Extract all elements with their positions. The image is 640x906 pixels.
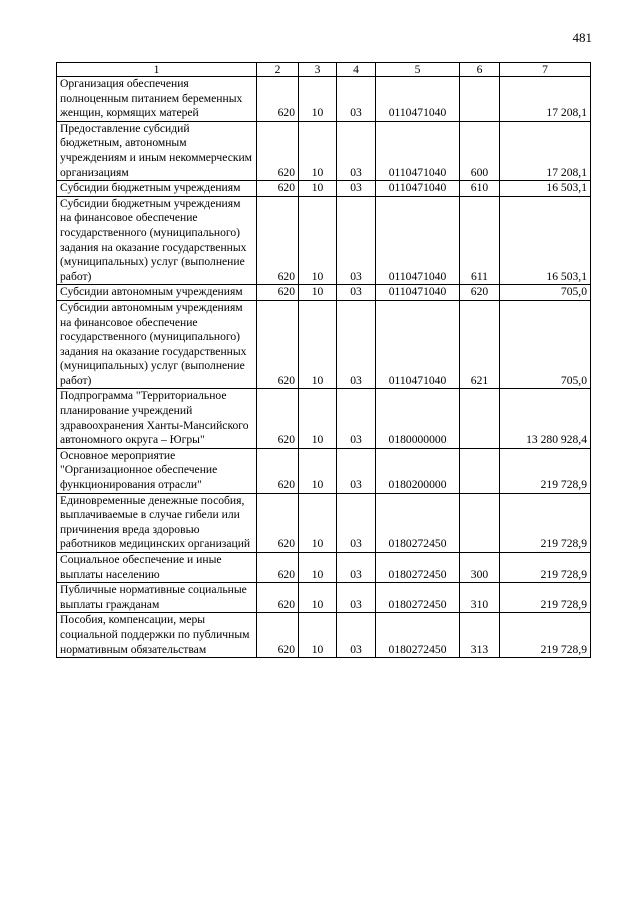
amount-cell: 17 208,1 xyxy=(500,121,591,180)
expense-type-cell: 620 xyxy=(460,285,500,301)
column-header: 6 xyxy=(460,63,500,77)
page-number: 481 xyxy=(572,30,592,45)
target-article-cell: 0110471040 xyxy=(376,285,460,301)
column-number-row xyxy=(57,63,591,77)
column-header: 7 xyxy=(500,63,591,77)
section-code-cell: 10 xyxy=(299,448,337,493)
table-row xyxy=(57,181,591,197)
amount-cell: 219 728,9 xyxy=(500,553,591,583)
section-code-cell: 10 xyxy=(299,77,337,122)
ministry-code-cell: 620 xyxy=(257,553,299,583)
row-name-cell: Субсидии бюджетным учреждениям xyxy=(57,181,257,197)
target-article-cell: 0180272450 xyxy=(376,613,460,658)
subsection-code-cell: 03 xyxy=(337,583,376,613)
amount-cell: 219 728,9 xyxy=(500,583,591,613)
target-article-cell: 0110471040 xyxy=(376,77,460,122)
ministry-code-cell: 620 xyxy=(257,196,299,285)
section-code-cell: 10 xyxy=(299,613,337,658)
amount-cell: 219 728,9 xyxy=(500,448,591,493)
amount-cell: 705,0 xyxy=(500,285,591,301)
amount-cell: 219 728,9 xyxy=(500,613,591,658)
target-article-cell: 0110471040 xyxy=(376,121,460,180)
table-row xyxy=(57,493,591,552)
target-article-cell: 0180272450 xyxy=(376,493,460,552)
expense-type-cell: 611 xyxy=(460,196,500,285)
column-header: 1 xyxy=(57,63,257,77)
target-article-cell: 0110471040 xyxy=(376,300,460,389)
target-article-cell: 0110471040 xyxy=(376,181,460,197)
row-name-cell: Субсидии бюджетным учреждениям на финансовое обеспечение государственного (муниципального) задания на оказание государственных (муниципальных) услуг (выполнение работ) xyxy=(57,196,257,285)
expense-type-cell xyxy=(460,77,500,122)
column-header: 2 xyxy=(257,63,299,77)
target-article-cell: 0180000000 xyxy=(376,389,460,448)
subsection-code-cell: 03 xyxy=(337,121,376,180)
table-row xyxy=(57,285,591,301)
row-name-cell: Субсидии автономным учреждениям xyxy=(57,285,257,301)
target-article-cell: 0110471040 xyxy=(376,196,460,285)
section-code-cell: 10 xyxy=(299,121,337,180)
row-name-cell: Основное мероприятие "Организационное обеспечение функционирования отрасли" xyxy=(57,448,257,493)
ministry-code-cell: 620 xyxy=(257,181,299,197)
subsection-code-cell: 03 xyxy=(337,181,376,197)
table-row xyxy=(57,121,591,180)
table-row xyxy=(57,613,591,658)
row-name-cell: Предоставление субсидий бюджетным, автономным учреждениям и иным некоммерческим организациям xyxy=(57,121,257,180)
section-code-cell: 10 xyxy=(299,300,337,389)
row-name-cell: Пособия, компенсации, меры социальной поддержки по публичным нормативным обязательствам xyxy=(57,613,257,658)
section-code-cell: 10 xyxy=(299,285,337,301)
budget-table xyxy=(56,62,591,658)
expense-type-cell: 621 xyxy=(460,300,500,389)
expense-type-cell xyxy=(460,493,500,552)
target-article-cell: 0180272450 xyxy=(376,553,460,583)
table-row xyxy=(57,196,591,285)
expense-type-cell: 313 xyxy=(460,613,500,658)
expense-type-cell xyxy=(460,448,500,493)
section-code-cell: 10 xyxy=(299,389,337,448)
row-name-cell: Субсидии автономным учреждениям на финансовое обеспечение государственного (муниципального) задания на оказание государственных (муниципальных) услуг (выполнение работ) xyxy=(57,300,257,389)
row-name-cell: Подпрограмма "Территориальное планирование учреждений здравоохранения Ханты-Мансийского автономного округа – Югры" xyxy=(57,389,257,448)
subsection-code-cell: 03 xyxy=(337,77,376,122)
row-name-cell: Публичные нормативные социальные выплаты гражданам xyxy=(57,583,257,613)
subsection-code-cell: 03 xyxy=(337,493,376,552)
ministry-code-cell: 620 xyxy=(257,121,299,180)
section-code-cell: 10 xyxy=(299,553,337,583)
ministry-code-cell: 620 xyxy=(257,448,299,493)
table-row xyxy=(57,553,591,583)
target-article-cell: 0180200000 xyxy=(376,448,460,493)
section-code-cell: 10 xyxy=(299,196,337,285)
target-article-cell: 0180272450 xyxy=(376,583,460,613)
subsection-code-cell: 03 xyxy=(337,553,376,583)
subsection-code-cell: 03 xyxy=(337,285,376,301)
column-header: 3 xyxy=(299,63,337,77)
table-row xyxy=(57,77,591,122)
table-row xyxy=(57,300,591,389)
amount-cell: 17 208,1 xyxy=(500,77,591,122)
row-name-cell: Организация обеспечения полноценным питанием беременных женщин, кормящих матерей xyxy=(57,77,257,122)
amount-cell: 13 280 928,4 xyxy=(500,389,591,448)
ministry-code-cell: 620 xyxy=(257,300,299,389)
expense-type-cell: 600 xyxy=(460,121,500,180)
expense-type-cell xyxy=(460,389,500,448)
subsection-code-cell: 03 xyxy=(337,389,376,448)
expense-type-cell: 310 xyxy=(460,583,500,613)
column-header: 4 xyxy=(337,63,376,77)
subsection-code-cell: 03 xyxy=(337,448,376,493)
section-code-cell: 10 xyxy=(299,493,337,552)
expense-type-cell: 300 xyxy=(460,553,500,583)
section-code-cell: 10 xyxy=(299,181,337,197)
ministry-code-cell: 620 xyxy=(257,285,299,301)
subsection-code-cell: 03 xyxy=(337,613,376,658)
ministry-code-cell: 620 xyxy=(257,493,299,552)
section-code-cell: 10 xyxy=(299,583,337,613)
table-row xyxy=(57,389,591,448)
row-name-cell: Единовременные денежные пособия, выплачиваемые в случае гибели или причинения вреда здоровью работников медицинских организаций xyxy=(57,493,257,552)
ministry-code-cell: 620 xyxy=(257,613,299,658)
ministry-code-cell: 620 xyxy=(257,583,299,613)
amount-cell: 219 728,9 xyxy=(500,493,591,552)
amount-cell: 16 503,1 xyxy=(500,181,591,197)
table-row xyxy=(57,583,591,613)
subsection-code-cell: 03 xyxy=(337,196,376,285)
amount-cell: 16 503,1 xyxy=(500,196,591,285)
subsection-code-cell: 03 xyxy=(337,300,376,389)
amount-cell: 705,0 xyxy=(500,300,591,389)
ministry-code-cell: 620 xyxy=(257,389,299,448)
column-header: 5 xyxy=(376,63,460,77)
expense-type-cell: 610 xyxy=(460,181,500,197)
table-row xyxy=(57,448,591,493)
row-name-cell: Социальное обеспечение и иные выплаты населению xyxy=(57,553,257,583)
ministry-code-cell: 620 xyxy=(257,77,299,122)
